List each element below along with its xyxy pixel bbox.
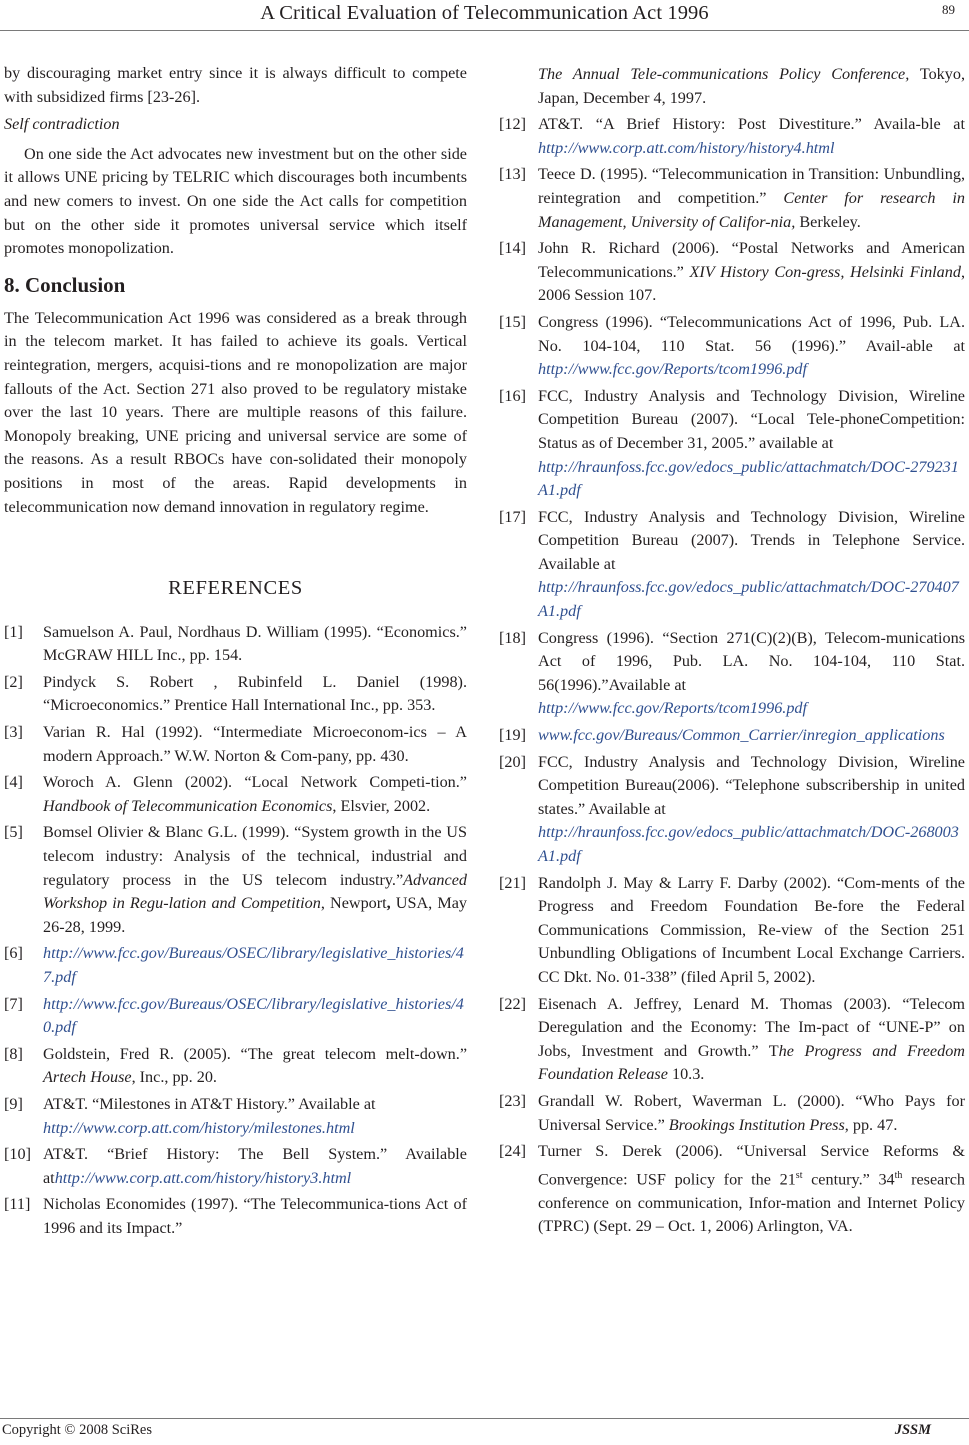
reference-title: AT&T. “A Brief History: Post Divestiture.” Availa-ble at <box>538 115 965 134</box>
reference-item-2 <box>4 671 467 718</box>
reference-item-1 <box>4 621 467 668</box>
reference-item-18 <box>499 627 965 721</box>
reference-number: [1] <box>4 622 23 641</box>
reference-source: Center for research in Management, University of Califor-nia, <box>538 188 965 231</box>
reference-source: Artech House <box>43 1068 132 1087</box>
reference-item-12 <box>499 113 965 160</box>
reference-item-6 <box>4 942 467 989</box>
reference-text <box>538 1090 965 1137</box>
reference-text <box>538 993 965 1087</box>
copyright-notice: Copyright © 2008 SciRes <box>2 1422 152 1438</box>
reference-number: [9] <box>4 1094 23 1113</box>
reference-text <box>43 1093 467 1140</box>
reference-link[interactable]: http://www.fcc.gov/Bureaus/OSEC/library/legislative_histories/40.pdf <box>43 994 464 1037</box>
reference-number: [17] <box>499 507 526 526</box>
page-number: 89 <box>942 2 955 17</box>
reference-number: [16] <box>499 386 526 405</box>
reference-source: Handbook of Telecommunication Economics <box>43 796 333 815</box>
reference-item-5 <box>4 821 467 939</box>
reference-text <box>538 311 965 382</box>
continued-paragraph: by discouraging market entry since it is always difficult to compete with subsidized firms [23-26]. <box>4 64 467 106</box>
reference-number: [8] <box>4 1044 23 1063</box>
footer-rule <box>0 1418 969 1419</box>
reference-title: Congress (1996). “Telecommunications Act of 1996, Pub. LA. No. 104-104, 110 Stat. 56 (1996).” Avail-able at <box>538 312 965 355</box>
reference-number: [14] <box>499 239 526 258</box>
reference-text <box>43 821 467 939</box>
reference-number: [10] <box>4 1145 31 1164</box>
reference-number: [3] <box>4 723 23 742</box>
reference-number: [21] <box>499 873 526 892</box>
reference-text <box>538 113 965 160</box>
running-title: A Critical Evaluation of Telecommunication Act 1996 <box>260 2 709 24</box>
reference-number: [22] <box>499 994 526 1013</box>
references-heading: REFERENCES <box>168 577 303 600</box>
reference-middle: century.” 34 <box>802 1170 895 1189</box>
reference-text <box>538 385 965 503</box>
reference-text <box>538 237 965 308</box>
reference-text <box>43 1143 467 1190</box>
reference-item-17 <box>499 506 965 624</box>
superscript-th: th <box>894 1169 903 1181</box>
reference-item-22 <box>499 993 965 1087</box>
reference-authors-title: Turner S. Derek (2006). “Universal Service Reforms & Convergence: USF policy for the 21 <box>538 1142 965 1189</box>
reference-item-3 <box>4 721 467 768</box>
reference-item-24 <box>499 1140 965 1239</box>
reference-text: Nicholas Economides (1997). “The Telecommunica-tions Act of 1996 and its Impact.” <box>43 1195 467 1237</box>
left-column <box>4 62 467 1244</box>
reference-text <box>43 1043 467 1090</box>
reference-item-15 <box>499 311 965 382</box>
reference-number: [12] <box>499 115 526 134</box>
reference-title: FCC, Industry Analysis and Technology Division, Wireline Competition Bureau (2007). “Local Tele-phoneCompetition: Status as of December 31, 2005.” available at <box>538 386 965 452</box>
reference-item-7 <box>4 993 467 1040</box>
reference-source: The Annual Tele-communications Policy Conference, <box>538 65 910 83</box>
reference-number: [7] <box>4 994 23 1013</box>
header-rule <box>0 30 969 31</box>
reference-link[interactable]: http://www.fcc.gov/Reports/tcom1996.pdf <box>538 699 808 718</box>
reference-number: [15] <box>499 312 526 331</box>
journal-name: JSSM <box>894 1422 931 1438</box>
conclusion-paragraph: The Telecommunication Act 1996 was considered as a break through in the telecom market. It has failed to achieve its goals. Vertical reintegration, mergers, acquisi-tions and re monopolization are major fallouts of the Act. Section 271 also proved to be regulatory mistake over the last 10 years. There are multiple reasons of this failure. Monopoly breaking, UNE pricing and universal service are some of the reasons. As a result RBOCs have con-solidated their monopoly positions in most of the areas. Rapid developments in telecommunication now demand innovation in regulatory regime. <box>4 308 467 516</box>
reference-text <box>538 751 965 869</box>
reference-item-20 <box>499 751 965 869</box>
reference-text <box>538 506 965 624</box>
reference-item-11-continued <box>499 63 965 110</box>
reference-item-19 <box>499 724 965 748</box>
reference-text <box>538 1140 965 1239</box>
reference-comma: , <box>386 894 391 913</box>
reference-item-9 <box>4 1093 467 1140</box>
reference-authors-title: Grandall W. Robert, Waverman L. (2000). “Who Pays for Universal Service.” <box>538 1091 965 1134</box>
self-contradiction-paragraph: On one side the Act advocates new investment but on the other side it allows UNE pricing by TELRIC which discourages both incumbents and new comers to invest. On one side the Act calls for competition but on the other side it promotes universal service which itself promotes monopolization. <box>4 144 467 258</box>
reference-text <box>43 771 467 818</box>
reference-details: Tokyo, Japan, December 4, 1997. <box>538 65 965 107</box>
reference-text: Varian R. Hal (1992). “Intermediate Microeconom-ics – A modern Approach.” W.W. Norton & Com-pany, pp. 430. <box>43 723 467 765</box>
reference-number: [13] <box>499 165 526 184</box>
reference-item-23 <box>499 1090 965 1137</box>
reference-title: Congress (1996). “Section 271(C)(2)(B), Telecom-munications Act of 1996, Pub. LA. No. 104-104, 110 Stat. 56(1996).”Available at <box>538 628 965 694</box>
reference-item-16 <box>499 385 965 503</box>
reference-title: AT&T. “Brief History: The Bell System.” Available at <box>43 1145 467 1187</box>
reference-number: [19] <box>499 726 526 745</box>
reference-number: [24] <box>499 1142 526 1161</box>
reference-item-8 <box>4 1043 467 1090</box>
reference-number: [5] <box>4 823 23 842</box>
reference-number: [20] <box>499 752 526 771</box>
right-column <box>499 63 965 1242</box>
reference-number: [6] <box>4 944 23 963</box>
reference-item-13 <box>499 163 965 234</box>
reference-details: , Inc., pp. 20. <box>131 1068 217 1087</box>
reference-text: Randolph J. May & Larry F. Darby (2002). “Com-ments of the Progress and Freedom Foundation Be-fore the Federal Communications Commission, Re-view of the Section 251 Unbundling Obligations of Incumbent Local Exchange Carriers. CC Dkt. No. 01-338” (filed April 5, 2002). <box>538 873 965 986</box>
reference-number: [11] <box>4 1195 31 1214</box>
reference-number: [2] <box>4 672 23 691</box>
reference-link[interactable]: http://www.fcc.gov/Reports/tcom1996.pdf <box>538 360 808 379</box>
reference-text: Samuelson A. Paul, Nordhaus D. William (1995). “Economics.” McGRAW HILL Inc., pp. 154. <box>43 622 467 665</box>
reference-link[interactable]: http://hraunfoss.fcc.gov/edocs_public/attachmatch/DOC-279231A1.pdf <box>538 457 959 500</box>
reference-title: FCC, Industry Analysis and Technology Division, Wireline Competition Bureau(2006). “Telephone subscribership in united states.” Available at <box>538 752 965 818</box>
reference-text <box>538 63 965 110</box>
reference-source: Advanced Workshop in Regu-lation and Competition <box>43 870 467 913</box>
reference-item-14 <box>499 237 965 308</box>
reference-link[interactable]: http://www.corp.att.com/history/history4.html <box>538 138 835 157</box>
reference-link[interactable]: http://www.corp.att.com/history/history3.html <box>54 1168 352 1187</box>
reference-source: XIV History Con-gress, Helsinki Finland <box>689 262 961 281</box>
reference-number: [4] <box>4 773 23 792</box>
reference-link[interactable]: http://hraunfoss.fcc.gov/edocs_public/attachmatch/DOC-268003A1.pdf <box>538 823 959 865</box>
reference-link[interactable]: http://www.fcc.gov/Bureaus/OSEC/library/legislative_histories/47.pdf <box>43 944 464 986</box>
reference-text <box>538 627 965 721</box>
section-heading-conclusion: 8. Conclusion <box>4 272 126 297</box>
reference-link[interactable]: http://www.corp.att.com/history/milestones.html <box>43 1118 355 1137</box>
reference-source: Brookings Institution Press <box>668 1115 845 1134</box>
reference-details: , pp. 47. <box>844 1115 898 1134</box>
reference-details: research conference on communication, Infor-mation and Internet Policy (TPRC) (Sept. 29 – Oct. 1, 2006) Arlington, VA. <box>538 1170 965 1236</box>
reference-authors-title: Bomsel Olivier & Blanc G.L. (1999). “System growth in the US telecom industry: Analysis of the technical, industrial and regulatory process in the US telecom industry.” <box>43 823 467 889</box>
reference-source: he Progress and Freedom Foundation Release <box>538 1041 965 1084</box>
reference-authors-title: Goldstein, Fred R. (2005). “The great telecom melt-down.” <box>43 1044 467 1063</box>
reference-text: Pindyck S. Robert , Rubinfeld L. Daniel (1998). “Microeconomics.” Prentice Hall International Inc., pp. 353. <box>43 672 467 715</box>
subsection-heading: Self contradiction <box>4 115 120 134</box>
reference-authors-title: Eisenach A. Jeffrey, Lenard M. Thomas (2003). “Telecom Deregulation and the Economy: The Im-pact of “UNE-P” on Jobs, Investment and Growth.” T <box>538 994 965 1060</box>
running-header <box>0 0 969 30</box>
reference-item-11 <box>4 1193 467 1240</box>
reference-details: , Newport <box>320 894 387 913</box>
reference-details: Berkeley. <box>795 212 861 231</box>
reference-item-4 <box>4 771 467 818</box>
reference-number: [18] <box>499 628 526 647</box>
reference-title: FCC, Industry Analysis and Technology Division, Wireline Competition Bureau (2007). Trends in Telephone Service. Available at <box>538 507 965 573</box>
page-footer <box>0 1422 969 1445</box>
reference-authors-title: Teece D. (1995). “Telecommunication in Transition: Unbundling, reintegration and competition.” <box>538 165 965 207</box>
reference-link[interactable]: http://hraunfoss.fcc.gov/edocs_public/attachmatch/DOC-270407A1.pdf <box>538 578 959 621</box>
reference-authors-title: John R. Richard (2006). “Postal Networks and American Telecommunications.” <box>538 239 965 281</box>
reference-date: USA, May 26-28, 1999. <box>43 894 467 936</box>
reference-number: [23] <box>499 1091 526 1110</box>
reference-details: , Elsvier, 2002. <box>332 796 431 815</box>
reference-link[interactable]: www.fcc.gov/Bureaus/Common_Carrier/inregion_applications <box>538 726 945 745</box>
superscript-st: st <box>795 1169 803 1181</box>
reference-text <box>538 163 965 234</box>
reference-details: 10.3. <box>667 1065 705 1084</box>
reference-authors-title: Woroch A. Glenn (2002). “Local Network Competi-tion.” <box>43 773 467 792</box>
reference-title: AT&T. “Milestones in AT&T History.” Available at <box>43 1094 376 1113</box>
reference-item-10 <box>4 1143 467 1190</box>
reference-details: , 2006 Session 107. <box>538 262 965 305</box>
reference-item-21 <box>499 872 965 990</box>
